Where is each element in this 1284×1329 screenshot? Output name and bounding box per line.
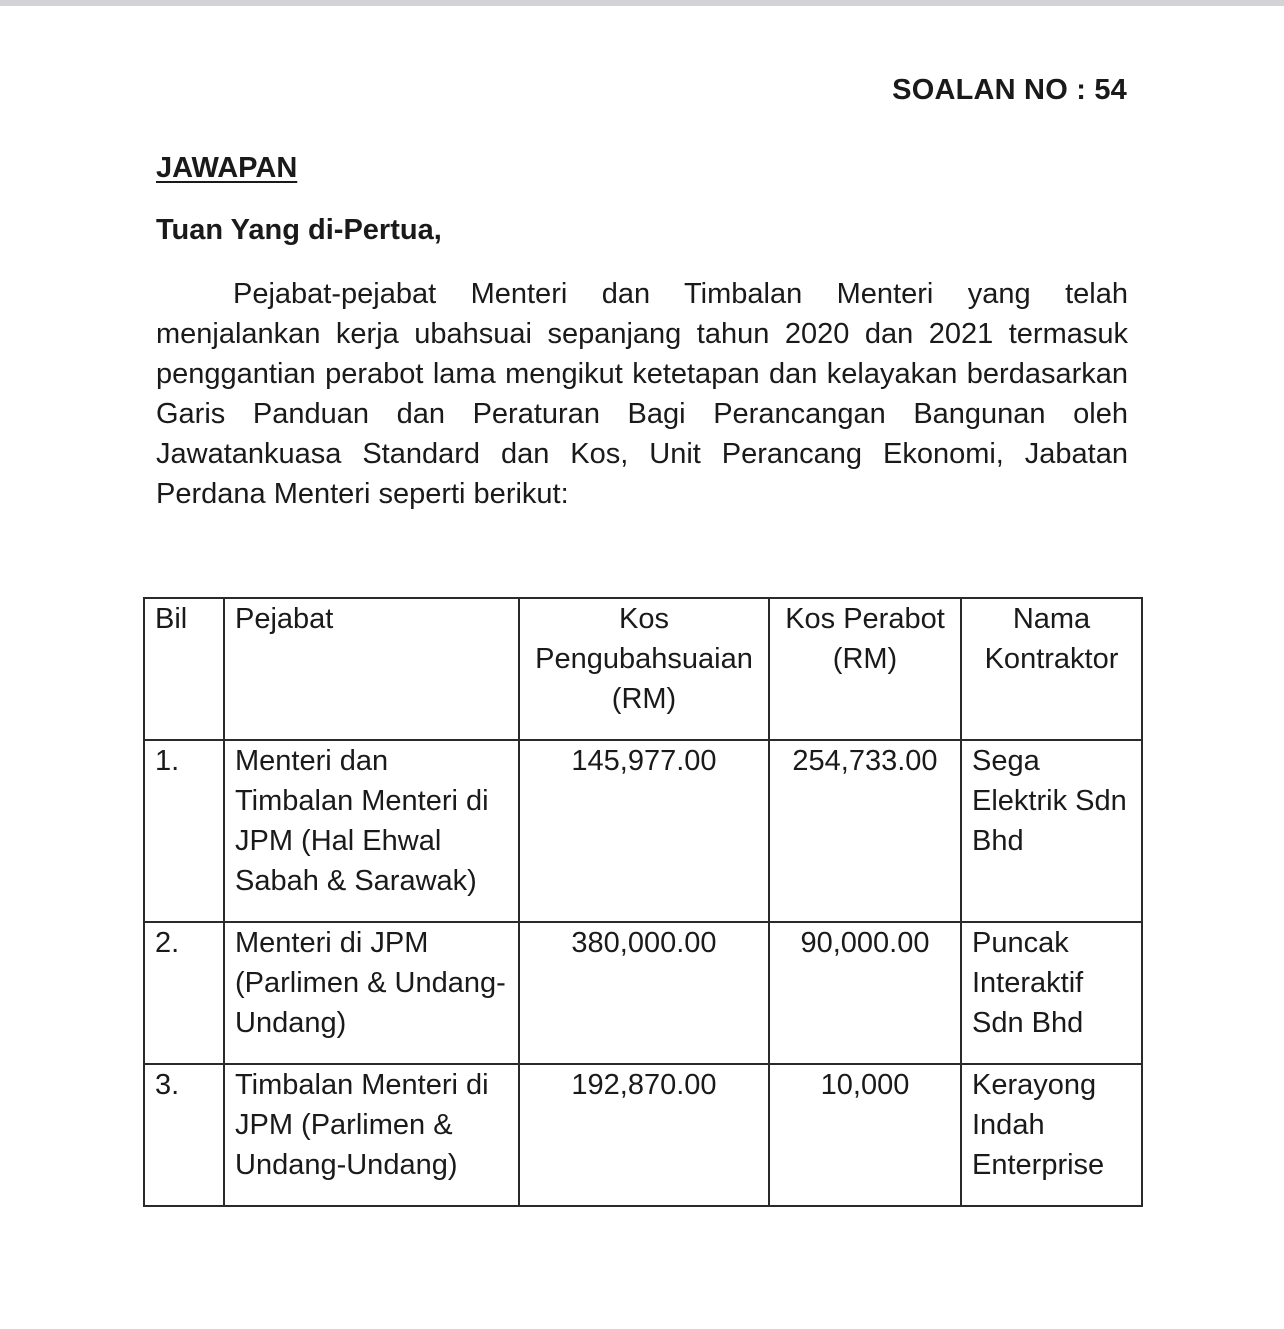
row-office: Timbalan Menteri di JPM (Parlimen & Undang-Undang) xyxy=(224,1064,519,1206)
row-renovation-cost: 192,870.00 xyxy=(519,1064,769,1206)
row-furniture-cost: 90,000.00 xyxy=(769,922,961,1064)
table-row xyxy=(144,1064,1142,1206)
renovation-cost-table xyxy=(143,597,1143,1207)
salutation: Tuan Yang di-Pertua, xyxy=(156,214,442,246)
header-renovation-cost: Kos Pengubahsuaian (RM) xyxy=(519,598,769,740)
row-bil: 2. xyxy=(144,922,224,1064)
header-contractor: Nama Kontraktor xyxy=(961,598,1142,740)
answer-heading: JAWAPAN xyxy=(156,152,298,184)
row-renovation-cost: 380,000.00 xyxy=(519,922,769,1064)
question-number: SOALAN NO : 54 xyxy=(892,74,1127,106)
table-row xyxy=(144,922,1142,1064)
row-renovation-cost: 145,977.00 xyxy=(519,740,769,922)
header-furniture-cost: Kos Perabot (RM) xyxy=(769,598,961,740)
header-bil: Bil xyxy=(144,598,224,740)
top-border-strip xyxy=(0,0,1284,6)
row-office: Menteri dan Timbalan Menteri di JPM (Hal Ehwal Sabah & Sarawak) xyxy=(224,740,519,922)
row-contractor: Puncak Interaktif Sdn Bhd xyxy=(961,922,1142,1064)
header-office: Pejabat xyxy=(224,598,519,740)
row-furniture-cost: 10,000 xyxy=(769,1064,961,1206)
row-bil: 1. xyxy=(144,740,224,922)
row-office: Menteri di JPM (Parlimen & Undang-Undang) xyxy=(224,922,519,1064)
table-row xyxy=(144,740,1142,922)
row-contractor: Kerayong Indah Enterprise xyxy=(961,1064,1142,1206)
row-bil: 3. xyxy=(144,1064,224,1206)
row-furniture-cost: 254,733.00 xyxy=(769,740,961,922)
row-contractor: Sega Elektrik Sdn Bhd xyxy=(961,740,1142,922)
answer-paragraph: Pejabat-pejabat Menteri dan Timbalan Menteri yang telah menjalankan kerja ubahsuai sepanjang tahun 2020 dan 2021 termasuk penggantian perabot lama mengikut ketetapan dan kelayakan berdasarkan Garis Panduan dan Peraturan Bagi Perancangan Bangunan oleh Jawatankuasa Standard dan Kos, Unit Perancang Ekonomi, Jabatan Perdana Menteri seperti berikut: xyxy=(156,278,1128,510)
table-header-row xyxy=(144,598,1142,740)
